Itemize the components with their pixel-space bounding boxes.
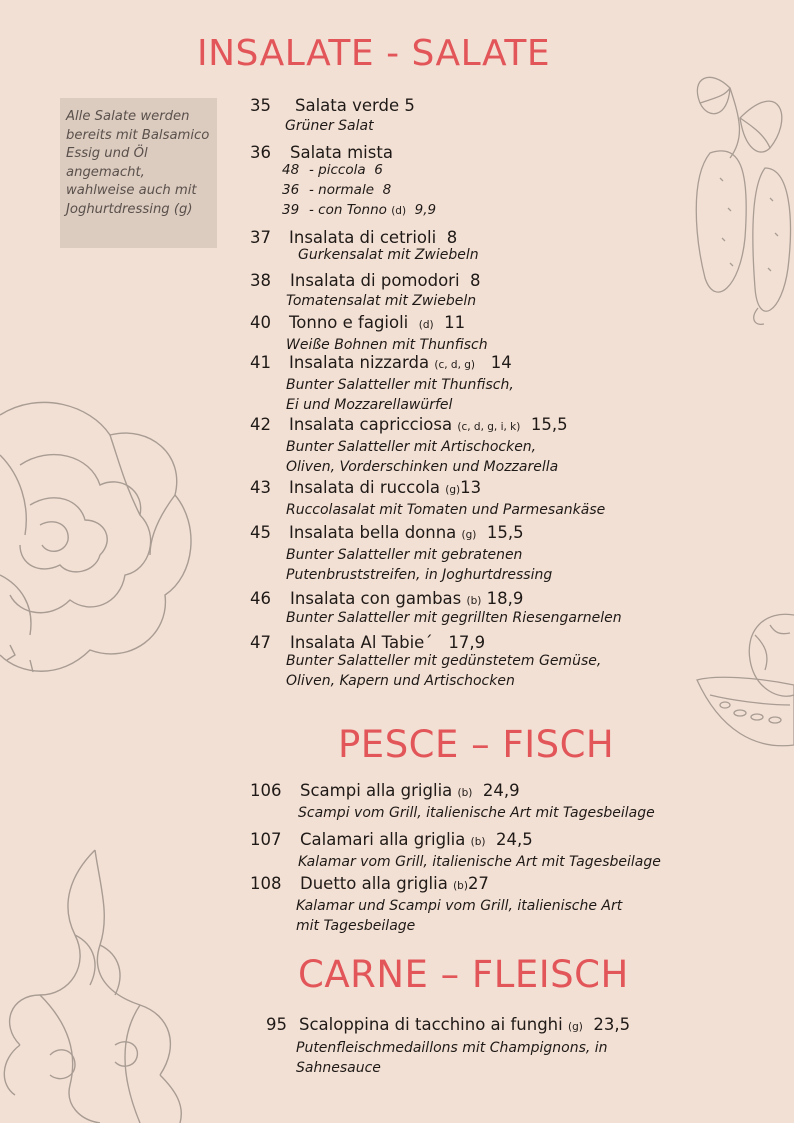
menu-item [250, 313, 488, 355]
ornament-illustration [0, 845, 190, 1123]
salads-note: Alle Salate werden bereits mit Balsamico Essig und Öl angemacht, wahlweise auch mit Joghurtdressing (g) [60, 98, 217, 248]
fish-title: PESCE – FISCH [338, 723, 615, 766]
item-number: 36 [250, 143, 271, 162]
item-allergens: (b) [453, 880, 468, 892]
lettuce-illustration [0, 395, 205, 695]
menu-item [250, 271, 481, 311]
item-description: Oliven, Vorderschinken und Mozzarella [286, 459, 559, 475]
item-number: 41 [250, 353, 271, 372]
item-name: Insalata di cetrioli [289, 228, 437, 247]
item-option: 39 - con Tonno (d) 9,9 [282, 202, 437, 218]
item-name: Salata verde [295, 96, 400, 115]
item-price: 24,5 [495, 830, 533, 849]
menu-item [266, 1015, 630, 1078]
item-name: Calamari alla griglia [300, 830, 466, 849]
item-number: 43 [250, 478, 271, 497]
menu-item [250, 589, 622, 628]
item-description: Putenfleischmedaillons mit Champignons, in [296, 1040, 608, 1056]
item-price: 24,9 [482, 781, 520, 800]
item-number: 42 [250, 415, 271, 434]
menu-item [250, 478, 605, 520]
menu-item [250, 353, 514, 415]
item-option: 36 - normale 8 [282, 182, 392, 198]
menu-item [250, 874, 622, 936]
item-allergens: (g) [445, 484, 461, 496]
item-name: Insalata di pomodori [290, 271, 460, 290]
item-price: 13 [460, 478, 482, 497]
item-price: 8 [446, 228, 458, 247]
item-description: Ei und Mozzarellawürfel [286, 397, 453, 413]
item-description: Scampi vom Grill, italienische Art mit Tagesbeilage [298, 805, 655, 821]
item-number: 47 [250, 633, 271, 652]
tomato-illustration [695, 605, 794, 750]
item-description: Bunter Salatteller mit gebratenen [286, 547, 523, 563]
menu-item [250, 415, 568, 477]
item-description: Kalamar und Scampi vom Grill, italienische Art [296, 898, 623, 914]
item-allergens: (c, d, g, i, k) [457, 421, 521, 433]
item-price: 14 [490, 353, 512, 372]
item-description: Oliven, Kapern und Artischocken [286, 673, 515, 689]
item-description: Sahnesauce [296, 1060, 381, 1076]
item-number: 46 [250, 589, 271, 608]
salads-title: INSALATE - SALATE [197, 33, 551, 74]
item-description: Tomatensalat mit Zwiebeln [286, 293, 477, 309]
item-price: 8 [470, 271, 481, 290]
item-name: Scaloppina di tacchino ai funghi [299, 1015, 563, 1034]
menu-item [250, 96, 415, 136]
item-name: Scampi alla griglia [300, 781, 453, 800]
item-number: 107 [250, 830, 282, 849]
item-allergens: (c, d, g) [434, 359, 476, 371]
item-name: Tonno e fagioli [289, 313, 409, 332]
item-price: 18,9 [486, 589, 524, 608]
item-price: 15,5 [530, 415, 568, 434]
item-number: 38 [250, 271, 271, 290]
item-description: Bunter Salatteller mit gegrillten Riesengarnelen [286, 610, 622, 626]
item-price: 23,5 [593, 1015, 631, 1034]
item-name: Insalata di ruccola [289, 478, 441, 497]
item-number: 45 [250, 523, 271, 542]
item-name: Insalata Al Tabie´ [290, 633, 433, 652]
item-name: Insalata bella donna [289, 523, 457, 542]
item-allergens: (g) [461, 529, 477, 541]
item-option: 48 - piccola 6 [282, 162, 383, 178]
item-price: 15,5 [486, 523, 524, 542]
item-number: 95 [266, 1015, 287, 1034]
meat-title: CARNE – FLEISCH [298, 953, 629, 996]
item-name: Insalata capricciosa [289, 415, 453, 434]
item-number: 40 [250, 313, 271, 332]
item-description: Bunter Salatteller mit Artischocken, [286, 439, 537, 455]
item-price: 27 [467, 874, 489, 893]
item-description: Putenbruststreifen, in Joghurtdressing [286, 567, 553, 583]
menu-item [250, 523, 552, 585]
item-price: 17,9 [448, 633, 486, 652]
item-allergens: (g) [567, 1021, 583, 1033]
item-price: 11 [444, 313, 466, 332]
item-number: 106 [250, 781, 282, 800]
menu-item [250, 228, 479, 265]
item-number: 37 [250, 228, 271, 247]
item-description: mit Tagesbeilage [296, 918, 416, 934]
item-allergens: (b) [457, 787, 473, 799]
item-name: Insalata con gambas [290, 589, 462, 608]
item-number: 35 [250, 96, 271, 115]
item-allergens: (b) [470, 836, 486, 848]
menu-item [250, 781, 655, 823]
item-allergens: (d) [418, 319, 434, 331]
item-description: Bunter Salatteller mit gedünstetem Gemüse, [286, 653, 602, 669]
item-name: Duetto alla griglia [300, 874, 448, 893]
item-description: Gurkensalat mit Zwiebeln [298, 247, 479, 263]
menu-item [250, 633, 601, 691]
item-description: Kalamar vom Grill, italienische Art mit Tagesbeilage [298, 854, 661, 870]
item-description: Bunter Salatteller mit Thunfisch, [286, 377, 514, 393]
item-allergens: (b) [466, 595, 482, 607]
item-description: Grüner Salat [285, 118, 374, 134]
cucumber-illustration [670, 58, 794, 328]
item-price: 5 [404, 96, 415, 115]
item-description: Ruccolasalat mit Tomaten und Parmesankäse [286, 502, 606, 518]
item-description: Weiße Bohnen mit Thunfisch [286, 337, 488, 353]
item-name: Salata mista [290, 143, 393, 162]
item-name: Insalata nizzarda [289, 353, 430, 372]
item-number: 108 [250, 874, 282, 893]
menu-item [250, 830, 661, 872]
